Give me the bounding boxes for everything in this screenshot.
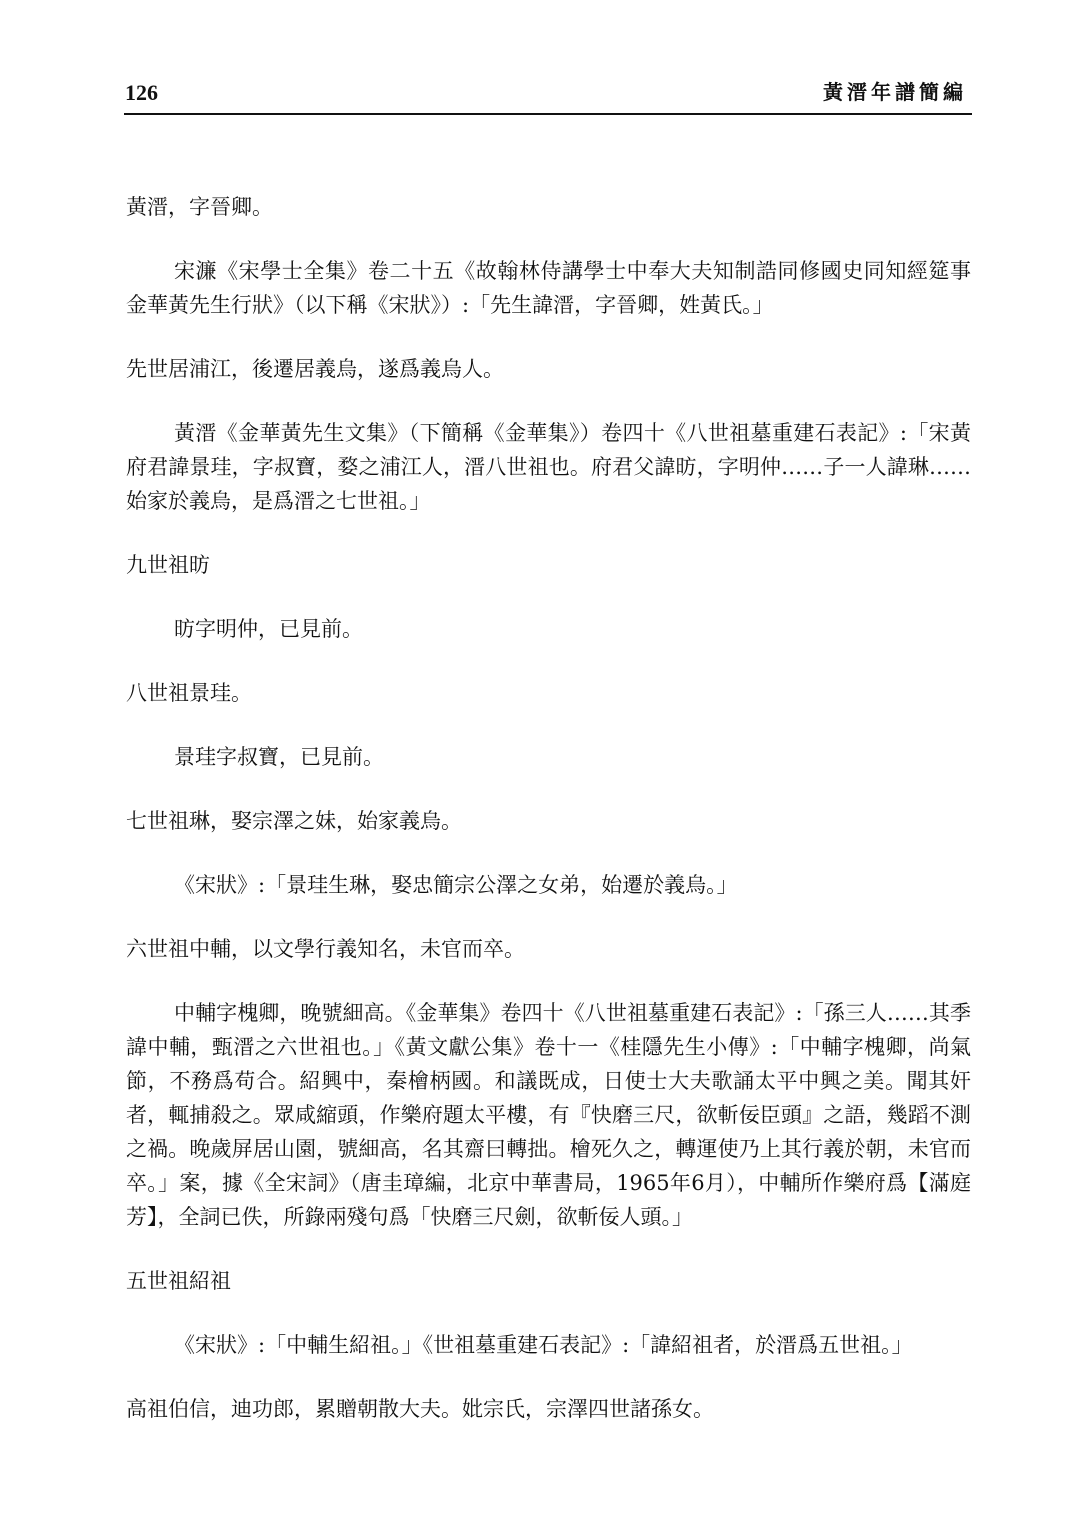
entry-name: 黃溍，字晉卿。 — [126, 195, 273, 219]
note-ancestry-source: 黃溍《金華黃先生文集》（下簡稱《金華集》）卷四十《八世祖墓重建石表記》:「宋黃府君諱景珪，字叔寶，婺之浦江人，溍八世祖也。府君父諱昉，字明仲……子一人諱琳……始家於義烏，是爲溍之七世祖。」 — [126, 421, 971, 513]
page-number: 126 — [125, 80, 158, 105]
note-name-source: 宋濂《宋學士全集》卷二十五《故翰林侍講學士中奉大夫知制誥同修國史同知經筵事金華黃先生行狀》（以下稱《宋狀》）:「先生諱溍，字晉卿，姓黃氏。」 — [126, 259, 971, 317]
running-head-title: 黃溍年譜簡編 — [823, 80, 967, 104]
page-body — [126, 190, 971, 1456]
header-rule — [124, 113, 972, 115]
entry-sixth-ancestor: 六世祖中輔，以文學行義知名，未官而卒。 — [126, 937, 525, 961]
entry-fifth-ancestor: 五世祖紹祖 — [126, 1269, 231, 1293]
note-ninth-ancestor: 昉字明仲，已見前。 — [174, 617, 363, 641]
note-eighth-ancestor: 景珪字叔寶，已見前。 — [174, 745, 384, 769]
entry-ninth-ancestor: 九世祖昉 — [126, 553, 210, 577]
entry-great-great-grandfather: 高祖伯信，迪功郎，累贈朝散大夫。妣宗氏，宗澤四世諸孫女。 — [126, 1397, 714, 1421]
note-sixth-ancestor: 中輔字槐卿，晚號細高。《金華集》卷四十《八世祖墓重建石表記》:「孫三人……其季諱中輔，甄溍之六世祖也。」《黃文獻公集》卷十一《桂隱先生小傳》:「中輔字槐卿，尚氣節，不務爲苟合。紹興中，秦檜柄國。和議既成，日使士大夫歌誦太平中興之美。聞其奸者，輒捕殺之。眾咸縮頭，作樂府題太平樓，有『快磨三尺，欲斬佞臣頭』之語，幾蹈不測之禍。晚歲屏居山園，號細高，名其齋曰轉拙。檜死久之，轉運使乃上其行義於朝，未官而卒。」案，據《全宋詞》（唐圭璋編，北京中華書局，1965年6月），中輔所作樂府爲【滿庭芳】，全詞已佚，所錄兩殘句爲「快磨三尺劍，欲斬佞人頭。」 — [126, 1001, 971, 1229]
note-fifth-ancestor: 《宋狀》:「中輔生紹祖。」《世祖墓重建石表記》:「諱紹祖者，於溍爲五世祖。」 — [174, 1333, 913, 1357]
entry-ancestry: 先世居浦江，後遷居義烏，遂爲義烏人。 — [126, 357, 504, 381]
entry-eighth-ancestor: 八世祖景珪。 — [126, 681, 252, 705]
entry-seventh-ancestor: 七世祖琳，娶宗澤之妹，始家義烏。 — [126, 809, 462, 833]
note-seventh-ancestor: 《宋狀》:「景珪生琳，娶忠簡宗公澤之女弟，始遷於義烏。」 — [174, 873, 738, 897]
